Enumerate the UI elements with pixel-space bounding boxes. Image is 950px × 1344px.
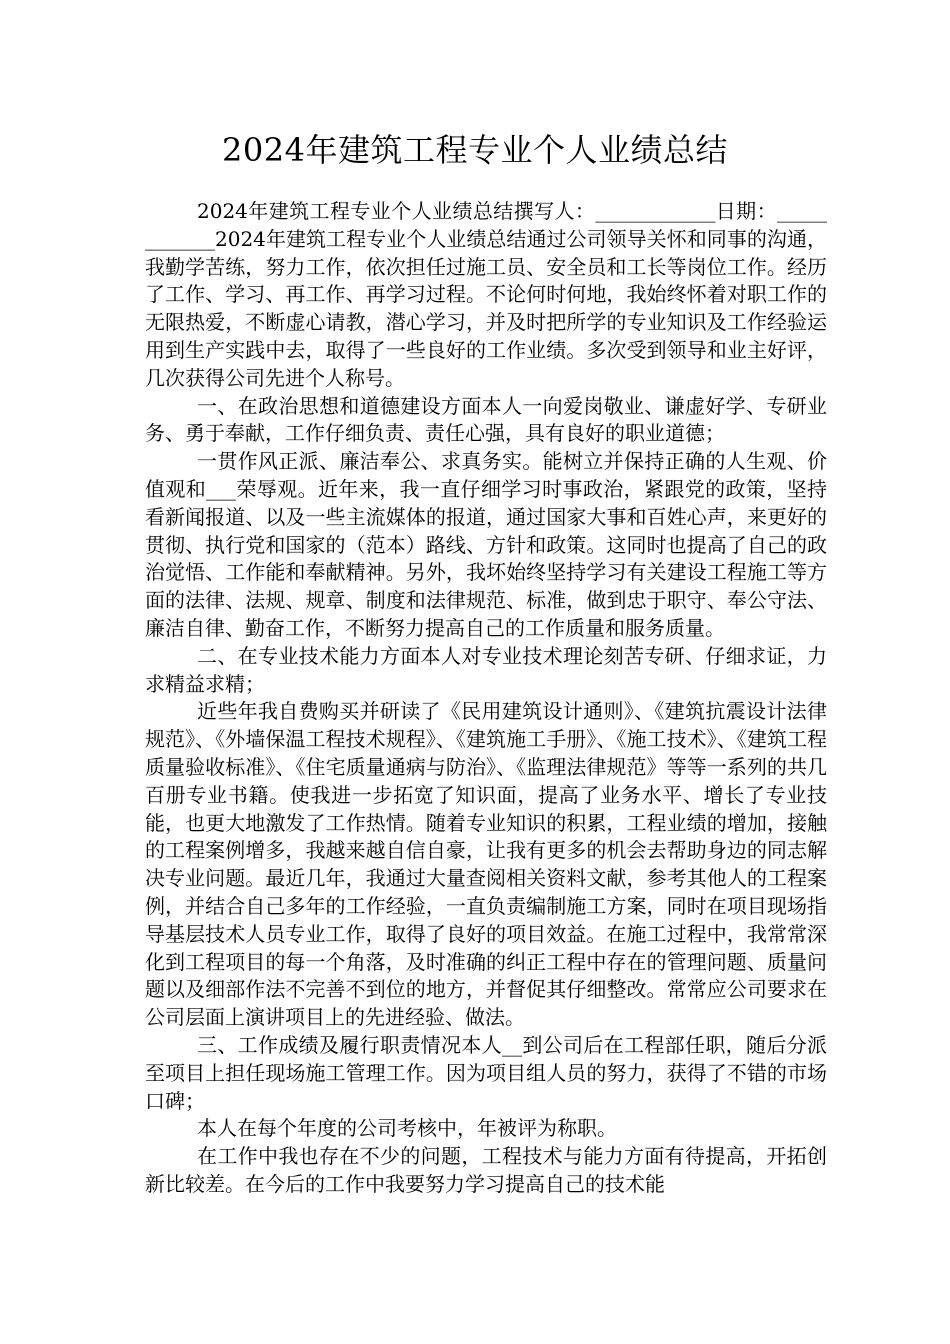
document-body bbox=[145, 198, 827, 1199]
paragraph-section-3-heading: 三、工作成绩及履行职责情况本人__到公司后在工程部任职，随后分派至项目上担任现场施工管理工作。因为项目组人员的努力，获得了不错的市场口碑； bbox=[145, 1032, 827, 1113]
paragraph-section-2-heading: 二、在专业技术能力方面本人对专业技术理论刻苦专研、仔细求证，力求精益求精； bbox=[145, 643, 827, 696]
paragraph-intro: 2024年建筑工程专业个人业绩总结撰写人：____________日期：____________2024年建筑工程专业个人业绩总结通过公司领导关怀和同事的沟通，我勤学苦练，努力工作，依次担任过施工员、安全员和工长等岗位工作。经历了工作、学习、再工作、再学习过程。不论何时何地，我始终怀着对职工作的无限热爱，不断虚心请教，潜心学习，并及时把所学的专业知识及工作经验运用到生产实践中去，取得了一些良好的工作业绩。多次受到领导和业主好评，几次获得公司先进个人称号。 bbox=[145, 199, 827, 390]
paragraph-section-2-body: 近些年我自费购买并研读了《民用建筑设计通则》、《建筑抗震设计法律规范》、《外墙保温工程技术规程》、《建筑施工手册》、《施工技术》、《建筑工程质量验收标准》、《住宅质量通病与防治》、《监理法律规范》等等一系列的共几百册专业书籍。使我进一步拓宽了知识面，提高了业务水平、增长了专业技能，也更大地激发了工作热情。随着专业知识的积累，工程业绩的增加，接触的工程案例增多，我越来越自信自豪，让我有更多的机会去帮助身边的同志解决专业问题。最近几年，我通过大量查阅相关资料文献，参考其他人的工程案例，并结合自己多年的工作经验，一直负责编制施工方案，同时在项目现场指导基层技术人员专业工作，取得了良好的项目效益。在施工过程中，我常常深化到工程项目的每一个角落，及时准确的纠正工程中存在的管理问题、质量问题以及细部作法不完善不到位的地方，并督促其仔细整改。常常应公司要求在公司层面上演讲项目上的先进经验、做法。 bbox=[145, 699, 827, 1030]
paragraph-section-1-body: 一贯作风正派、廉洁奉公、求真务实。能树立并保持正确的人生观、价值观和___荣辱观。近年来，我一直仔细学习时事政治，紧跟党的政策，坚持看新闻报道、以及一些主流媒体的报道，通过国家大事和百姓心声，来更好的贯彻、执行党和国家的（范本）路线、方针和政策。这同时也提高了自己的政治觉悟、工作能和奉献精神。另外，我坏始终坚持学习有关建设工程施工等方面的法律、法规、规章、制度和法律规范、标准，做到忠于职守、奉公守法、廉洁自律、勤奋工作，不断努力提高自己的工作质量和服务质量。 bbox=[145, 449, 827, 640]
document-title: 2024年建筑工程专业个人业绩总结 bbox=[222, 131, 728, 169]
paragraph-section-1-heading: 一、在政治思想和道德建设方面本人一向爱岗敬业、谦虚好学、专研业务、勇于奉献，工作仔细负责、责任心强，具有良好的职业道德； bbox=[145, 393, 827, 446]
paragraph-section-3-problems: 在工作中我也存在不少的问题，工程技术与能力方面有待提高，开拓创新比较差。在今后的工作中我要努力学习提高自己的技术能 bbox=[145, 1144, 827, 1196]
paragraph-section-3-assessment: 本人在每个年度的公司考核中，年被评为称职。 bbox=[197, 1116, 617, 1141]
